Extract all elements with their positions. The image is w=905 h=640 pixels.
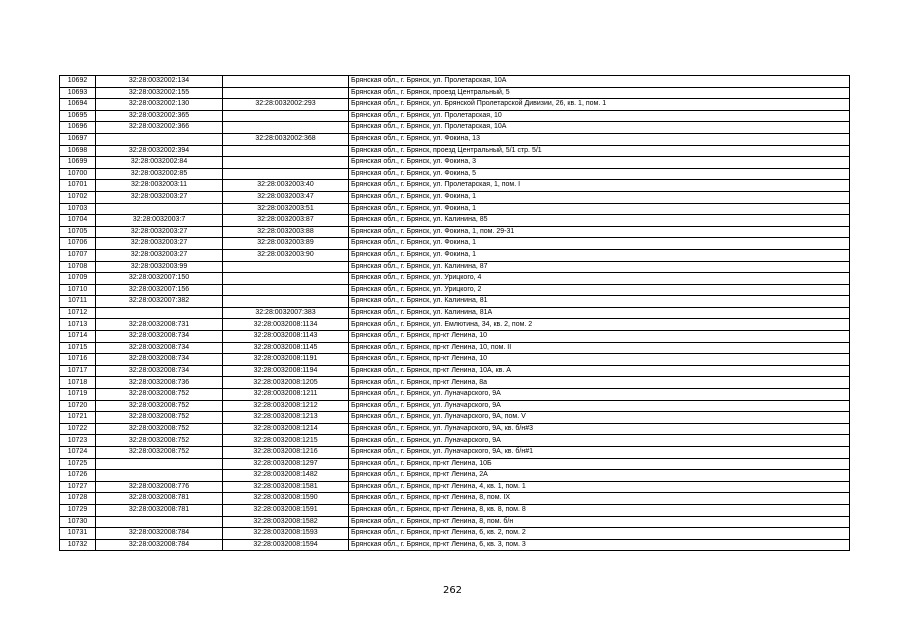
parcel-number-cell: 32:28:0032002:130 xyxy=(96,99,223,111)
object-number-cell: 32:28:0032008:1590 xyxy=(223,493,349,505)
parcel-number-cell: 32:28:0032002:365 xyxy=(96,110,223,122)
address-cell: Брянская обл., г. Брянск, ул. Пролетарская, 10 xyxy=(349,110,850,122)
object-number-cell: 32:28:0032008:1215 xyxy=(223,435,349,447)
parcel-number-cell: 32:28:0032008:752 xyxy=(96,389,223,401)
table-row xyxy=(60,331,850,343)
address-cell: Брянская обл., г. Брянск, пр-кт Ленина, 10 xyxy=(349,331,850,343)
table-row xyxy=(60,412,850,424)
row-number-cell: 10713 xyxy=(60,319,96,331)
table-row xyxy=(60,342,850,354)
address-cell: Брянская обл., г. Брянск, пр-кт Ленина, 8, пом. IX xyxy=(349,493,850,505)
object-number-cell: 32:28:0032008:1216 xyxy=(223,447,349,459)
table-row xyxy=(60,157,850,169)
object-number-cell: 32:28:0032008:1212 xyxy=(223,400,349,412)
object-number-cell xyxy=(223,168,349,180)
address-cell: Брянская обл., г. Брянск, ул. Урицкого, 2 xyxy=(349,284,850,296)
address-cell: Брянская обл., г. Брянск, ул. Фокина, 1 xyxy=(349,249,850,261)
parcel-number-cell: 32:28:0032003:27 xyxy=(96,249,223,261)
parcel-number-cell: 32:28:0032002:366 xyxy=(96,122,223,134)
address-cell: Брянская обл., г. Брянск, ул. Калинина, 87 xyxy=(349,261,850,273)
object-number-cell xyxy=(223,261,349,273)
address-cell: Брянская обл., г. Брянск, ул. Фокина, 3 xyxy=(349,157,850,169)
parcel-number-cell xyxy=(96,307,223,319)
row-number-cell: 10724 xyxy=(60,447,96,459)
object-number-cell: 32:28:0032008:1143 xyxy=(223,331,349,343)
parcel-number-cell: 32:28:0032008:734 xyxy=(96,354,223,366)
address-cell: Брянская обл., г. Брянск, пр-кт Ленина, 8, пом. б/н xyxy=(349,516,850,528)
object-number-cell: 32:28:0032008:1297 xyxy=(223,458,349,470)
row-number-cell: 10697 xyxy=(60,133,96,145)
table-row xyxy=(60,168,850,180)
row-number-cell: 10711 xyxy=(60,296,96,308)
object-number-cell: 32:28:0032007:383 xyxy=(223,307,349,319)
table-row xyxy=(60,458,850,470)
address-cell: Брянская обл., г. Брянск, пр-кт Ленина, 4, кв. 1, пом. 1 xyxy=(349,481,850,493)
row-number-cell: 10706 xyxy=(60,238,96,250)
table-row xyxy=(60,481,850,493)
table-row xyxy=(60,470,850,482)
object-number-cell: 32:28:0032003:89 xyxy=(223,238,349,250)
parcel-number-cell: 32:28:0032002:134 xyxy=(96,76,223,88)
row-number-cell: 10692 xyxy=(60,76,96,88)
table-row xyxy=(60,319,850,331)
address-cell: Брянская обл., г. Брянск, проезд Центральный, 5 xyxy=(349,87,850,99)
object-number-cell xyxy=(223,87,349,99)
table-row xyxy=(60,528,850,540)
row-number-cell: 10707 xyxy=(60,249,96,261)
parcel-number-cell: 32:28:0032007:382 xyxy=(96,296,223,308)
row-number-cell: 10708 xyxy=(60,261,96,273)
parcel-number-cell: 32:28:0032008:784 xyxy=(96,528,223,540)
row-number-cell: 10696 xyxy=(60,122,96,134)
row-number-cell: 10730 xyxy=(60,516,96,528)
object-number-cell xyxy=(223,273,349,285)
object-number-cell: 32:28:0032008:1134 xyxy=(223,319,349,331)
address-cell: Брянская обл., г. Брянск, ул. Луначарского, 9А xyxy=(349,400,850,412)
address-cell: Брянская обл., г. Брянск, ул. Калинина, 85 xyxy=(349,215,850,227)
object-number-cell: 32:28:0032008:1593 xyxy=(223,528,349,540)
address-cell: Брянская обл., г. Брянск, ул. Фокина, 5 xyxy=(349,168,850,180)
row-number-cell: 10698 xyxy=(60,145,96,157)
row-number-cell: 10726 xyxy=(60,470,96,482)
parcel-number-cell: 32:28:0032007:156 xyxy=(96,284,223,296)
table-row xyxy=(60,423,850,435)
table-row xyxy=(60,110,850,122)
table-row xyxy=(60,145,850,157)
row-number-cell: 10693 xyxy=(60,87,96,99)
parcel-number-cell xyxy=(96,516,223,528)
table-row xyxy=(60,354,850,366)
parcel-number-cell: 32:28:0032003:99 xyxy=(96,261,223,273)
row-number-cell: 10719 xyxy=(60,389,96,401)
parcel-number-cell: 32:28:0032002:85 xyxy=(96,168,223,180)
parcel-number-cell: 32:28:0032007:150 xyxy=(96,273,223,285)
object-number-cell xyxy=(223,284,349,296)
object-number-cell: 32:28:0032008:1594 xyxy=(223,539,349,551)
object-number-cell: 32:28:0032003:90 xyxy=(223,249,349,261)
parcel-number-cell: 32:28:0032008:734 xyxy=(96,342,223,354)
row-number-cell: 10728 xyxy=(60,493,96,505)
row-number-cell: 10699 xyxy=(60,157,96,169)
table-row xyxy=(60,261,850,273)
table-row xyxy=(60,273,850,285)
object-number-cell: 32:28:0032003:87 xyxy=(223,215,349,227)
row-number-cell: 10729 xyxy=(60,504,96,516)
table-row xyxy=(60,87,850,99)
address-cell: Брянская обл., г. Брянск, ул. Луначарского, 9А, пом. V xyxy=(349,412,850,424)
parcel-number-cell: 32:28:0032008:776 xyxy=(96,481,223,493)
row-number-cell: 10723 xyxy=(60,435,96,447)
table-row xyxy=(60,296,850,308)
object-number-cell: 32:28:0032008:1214 xyxy=(223,423,349,435)
parcel-number-cell: 32:28:0032008:752 xyxy=(96,423,223,435)
table-row xyxy=(60,307,850,319)
parcel-number-cell xyxy=(96,470,223,482)
table-row xyxy=(60,238,850,250)
table-row xyxy=(60,539,850,551)
address-cell: Брянская обл., г. Брянск, ул. Фокина, 1 xyxy=(349,203,850,215)
object-number-cell xyxy=(223,145,349,157)
table-row xyxy=(60,377,850,389)
parcel-number-cell: 32:28:0032008:731 xyxy=(96,319,223,331)
table-row xyxy=(60,400,850,412)
table-row xyxy=(60,191,850,203)
address-cell: Брянская обл., г. Брянск, проезд Центральный, 5/1 стр. 5/1 xyxy=(349,145,850,157)
row-number-cell: 10717 xyxy=(60,365,96,377)
row-number-cell: 10701 xyxy=(60,180,96,192)
row-number-cell: 10720 xyxy=(60,400,96,412)
table-row xyxy=(60,180,850,192)
object-number-cell xyxy=(223,296,349,308)
object-number-cell: 32:28:0032008:1145 xyxy=(223,342,349,354)
object-number-cell xyxy=(223,110,349,122)
parcel-number-cell: 32:28:0032008:752 xyxy=(96,412,223,424)
object-number-cell: 32:28:0032008:1591 xyxy=(223,504,349,516)
address-cell: Брянская обл., г. Брянск, ул. Пролетарская, 10А xyxy=(349,122,850,134)
parcel-number-cell: 32:28:0032003:27 xyxy=(96,238,223,250)
object-number-cell: 32:28:0032008:1191 xyxy=(223,354,349,366)
object-number-cell: 32:28:0032008:1582 xyxy=(223,516,349,528)
parcel-number-cell: 32:28:0032008:752 xyxy=(96,435,223,447)
table-row xyxy=(60,447,850,459)
row-number-cell: 10712 xyxy=(60,307,96,319)
address-cell: Брянская обл., г. Брянск, ул. Луначарского, 9А, кв. б/н#3 xyxy=(349,423,850,435)
parcel-number-cell: 32:28:0032008:734 xyxy=(96,365,223,377)
page-number: 262 xyxy=(442,585,463,596)
address-cell: Брянская обл., г. Брянск, пр-кт Ленина, 6, кв. 2, пом. 2 xyxy=(349,528,850,540)
row-number-cell: 10694 xyxy=(60,99,96,111)
address-cell: Брянская обл., г. Брянск, пр-кт Ленина, 6, кв. 3, пом. 3 xyxy=(349,539,850,551)
object-number-cell: 32:28:0032002:368 xyxy=(223,133,349,145)
parcel-number-cell: 32:28:0032003:27 xyxy=(96,226,223,238)
address-cell: Брянская обл., г. Брянск, ул. Луначарского, 9А xyxy=(349,389,850,401)
object-number-cell: 32:28:0032003:88 xyxy=(223,226,349,238)
row-number-cell: 10702 xyxy=(60,191,96,203)
row-number-cell: 10704 xyxy=(60,215,96,227)
address-cell: Брянская обл., г. Брянск, ул. Фокина, 13 xyxy=(349,133,850,145)
object-number-cell: 32:28:0032008:1581 xyxy=(223,481,349,493)
row-number-cell: 10732 xyxy=(60,539,96,551)
parcel-number-cell: 32:28:0032002:84 xyxy=(96,157,223,169)
parcel-number-cell: 32:28:0032003:11 xyxy=(96,180,223,192)
parcel-number-cell: 32:28:0032008:781 xyxy=(96,493,223,505)
table-row xyxy=(60,203,850,215)
object-number-cell: 32:28:0032008:1482 xyxy=(223,470,349,482)
parcel-number-cell: 32:28:0032008:752 xyxy=(96,400,223,412)
row-number-cell: 10727 xyxy=(60,481,96,493)
address-cell: Брянская обл., г. Брянск, пр-кт Ленина, 2А xyxy=(349,470,850,482)
address-cell: Брянская обл., г. Брянск, ул. Пролетарская, 10А xyxy=(349,76,850,88)
parcel-number-cell xyxy=(96,458,223,470)
address-cell: Брянская обл., г. Брянск, ул. Фокина, 1, пом. 29-31 xyxy=(349,226,850,238)
address-cell: Брянская обл., г. Брянск, ул. Фокина, 1 xyxy=(349,191,850,203)
table-row xyxy=(60,389,850,401)
row-number-cell: 10705 xyxy=(60,226,96,238)
table-row xyxy=(60,76,850,88)
row-number-cell: 10703 xyxy=(60,203,96,215)
table-row xyxy=(60,122,850,134)
address-cell: Брянская обл., г. Брянск, пр-кт Ленина, 8, кв. 8, пом. 8 xyxy=(349,504,850,516)
parcel-number-cell: 32:28:0032008:781 xyxy=(96,504,223,516)
row-number-cell: 10722 xyxy=(60,423,96,435)
object-number-cell: 32:28:0032008:1205 xyxy=(223,377,349,389)
row-number-cell: 10700 xyxy=(60,168,96,180)
table-row xyxy=(60,504,850,516)
address-cell: Брянская обл., г. Брянск, ул. Калинина, 81А xyxy=(349,307,850,319)
object-number-cell: 32:28:0032008:1211 xyxy=(223,389,349,401)
object-number-cell xyxy=(223,76,349,88)
address-cell: Брянская обл., г. Брянск, ул. Фокина, 1 xyxy=(349,238,850,250)
row-number-cell: 10709 xyxy=(60,273,96,285)
object-number-cell: 32:28:0032003:47 xyxy=(223,191,349,203)
address-cell: Брянская обл., г. Брянск, ул. Луначарского, 9А, кв. б/н#1 xyxy=(349,447,850,459)
object-number-cell: 32:28:0032003:40 xyxy=(223,180,349,192)
row-number-cell: 10721 xyxy=(60,412,96,424)
table-row xyxy=(60,249,850,261)
object-number-cell: 32:28:0032008:1194 xyxy=(223,365,349,377)
parcel-number-cell xyxy=(96,133,223,145)
parcel-number-cell: 32:28:0032003:27 xyxy=(96,191,223,203)
row-number-cell: 10716 xyxy=(60,354,96,366)
object-number-cell xyxy=(223,157,349,169)
row-number-cell: 10714 xyxy=(60,331,96,343)
object-number-cell: 32:28:0032008:1213 xyxy=(223,412,349,424)
table-body xyxy=(60,76,850,551)
address-cell: Брянская обл., г. Брянск, ул. Урицкого, 4 xyxy=(349,273,850,285)
row-number-cell: 10695 xyxy=(60,110,96,122)
address-cell: Брянская обл., г. Брянск, ул. Брянской Пролетарской Дивизии, 26, кв. 1, пом. 1 xyxy=(349,99,850,111)
table-row xyxy=(60,133,850,145)
parcel-number-cell: 32:28:0032002:155 xyxy=(96,87,223,99)
table-row xyxy=(60,99,850,111)
table-row xyxy=(60,516,850,528)
row-number-cell: 10731 xyxy=(60,528,96,540)
table-row xyxy=(60,284,850,296)
object-number-cell: 32:28:0032003:51 xyxy=(223,203,349,215)
address-cell: Брянская обл., г. Брянск, пр-кт Ленина, 8а xyxy=(349,377,850,389)
address-cell: Брянская обл., г. Брянск, пр-кт Ленина, 10, пом. II xyxy=(349,342,850,354)
row-number-cell: 10718 xyxy=(60,377,96,389)
table-row xyxy=(60,493,850,505)
object-number-cell xyxy=(223,122,349,134)
parcel-number-cell xyxy=(96,203,223,215)
address-cell: Брянская обл., г. Брянск, ул. Емлютина, 34, кв. 2, пом. 2 xyxy=(349,319,850,331)
parcel-number-cell: 32:28:0032008:734 xyxy=(96,331,223,343)
parcel-number-cell: 32:28:0032008:736 xyxy=(96,377,223,389)
row-number-cell: 10710 xyxy=(60,284,96,296)
row-number-cell: 10725 xyxy=(60,458,96,470)
address-cell: Брянская обл., г. Брянск, пр-кт Ленина, 10А, кв. А xyxy=(349,365,850,377)
address-cell: Брянская обл., г. Брянск, ул. Луначарского, 9А xyxy=(349,435,850,447)
table-row xyxy=(60,226,850,238)
table-row xyxy=(60,365,850,377)
parcel-number-cell: 32:28:0032008:784 xyxy=(96,539,223,551)
address-cell: Брянская обл., г. Брянск, ул. Пролетарская, 1, пом. I xyxy=(349,180,850,192)
row-number-cell: 10715 xyxy=(60,342,96,354)
address-cell: Брянская обл., г. Брянск, пр-кт Ленина, 10Б xyxy=(349,458,850,470)
address-cell: Брянская обл., г. Брянск, пр-кт Ленина, 10 xyxy=(349,354,850,366)
cadastral-table xyxy=(59,75,850,551)
parcel-number-cell: 32:28:0032008:752 xyxy=(96,447,223,459)
parcel-number-cell: 32:28:0032003:7 xyxy=(96,215,223,227)
parcel-number-cell: 32:28:0032002:394 xyxy=(96,145,223,157)
object-number-cell: 32:28:0032002:293 xyxy=(223,99,349,111)
address-cell: Брянская обл., г. Брянск, ул. Калинина, 81 xyxy=(349,296,850,308)
table-row xyxy=(60,215,850,227)
table-row xyxy=(60,435,850,447)
